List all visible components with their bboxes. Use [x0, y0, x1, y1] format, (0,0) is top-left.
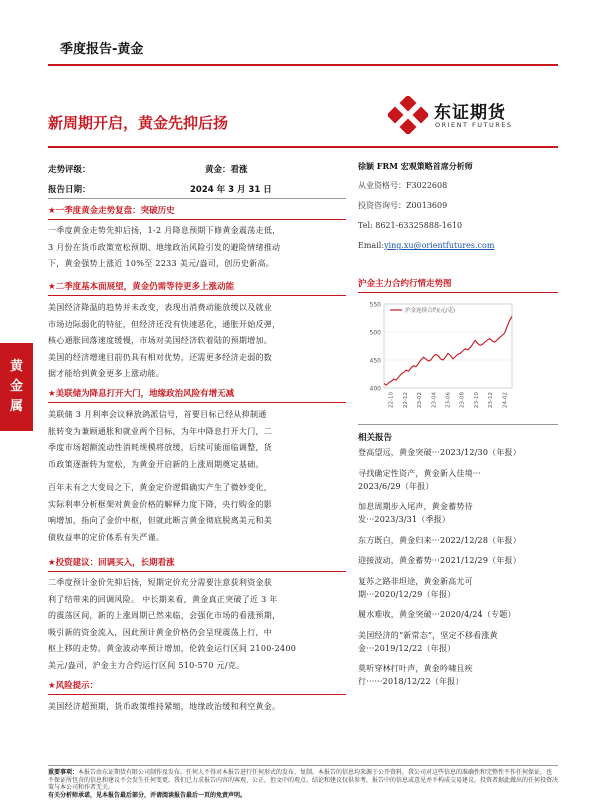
related-report-line: 迎接波动，黄金蓄势···2021/12/29（年报）: [358, 556, 521, 565]
y-tick-label: 500: [369, 329, 381, 337]
title-divider: [48, 146, 558, 148]
related-reports-heading: 相关报告: [358, 433, 393, 443]
related-report-item[interactable]: [358, 554, 558, 567]
logo-name-en: ORIENT FUTURES: [435, 121, 513, 129]
analyst-info: [358, 156, 558, 256]
section-body-fed: 美联储 3 月利率会议释放鸽派信号，首要目标已经从抑制通 胀转变为兼顾通胀和就业两个目标，为年中降息打开大门，二 季度市场超额流动性消耗规模将放缓，后续可能面临调整，货 币政策逐渐转为宽松，为黄金开启新的上涨周期奠定基础。 百年未有之大变局之下，黄金定价逻辑确实产生了微妙变化， 实际利率分析框架对黄金价格的解释力度下降，央行购金的影 响增加，指向了金价中枢，但就此断言黄金彻底脱离美元和美 债收益率的定价体系有失严谨。: [48, 410, 273, 542]
analyst-email: Email:ying.xu@orientfutures.com: [358, 241, 495, 250]
plot-frame: [384, 304, 512, 388]
x-tick-label: 22-10: [388, 392, 395, 408]
y-tick-label: 450: [369, 357, 381, 365]
analyst-tel: Tel: 8621-63325888-1610: [358, 221, 463, 230]
related-report-line: 加息周期步入尾声，黄金蓄势待: [358, 502, 473, 511]
related-report-line: 东方既白，黄金归来···2022/12/28（年报）: [358, 535, 521, 545]
email-link[interactable]: ying.xu@orientfutures.com: [384, 241, 495, 250]
date-label: 报告日期：: [48, 185, 91, 195]
related-report-line: 复苏之路非坦途，黄金新高尤可: [358, 576, 473, 586]
related-report-line: 发···2023/3/31（季报）: [358, 515, 451, 524]
logo-name-cn: 东证期货: [434, 103, 506, 123]
analyst-license: 从业资格号：F3022608: [358, 181, 448, 190]
category-side-tab: 黄 金 属: [0, 343, 33, 431]
section-divider: [48, 219, 346, 220]
x-tick-label: 23-04: [431, 392, 438, 408]
rating-label: 走势评级：: [48, 165, 91, 175]
related-report-item[interactable]: [358, 534, 558, 547]
x-tick-label: 22-12: [402, 392, 409, 408]
related-report-line: 金···2019/12/22（年报）: [358, 643, 456, 653]
company-logo: [388, 96, 538, 136]
related-report-line: 2023/6/29（年报）: [358, 481, 434, 491]
related-report-line: 莫听穿林打叶声，黄金吟啸且疾: [358, 664, 473, 673]
series-line-gold: [384, 316, 512, 385]
related-report-line: 履水难收，黄金突破···2020/4/24（专题）: [358, 610, 516, 619]
related-report-item[interactable]: [358, 575, 558, 601]
orient-futures-logo-icon: [388, 96, 428, 134]
gold-price-chart: [358, 296, 558, 416]
analyst-title: 徐颖 FRM 宏观策略首席分析师: [358, 161, 473, 171]
section-heading-fed: ★美联储为降息打开大门，地缘政治风险有增无减: [48, 389, 235, 399]
related-report-item[interactable]: [358, 467, 558, 493]
legend-label: 沪金连续合约(元/克): [405, 308, 456, 314]
section-heading-review: ★一季度黄金走势复盘：突破历史: [48, 206, 175, 216]
section-body-outlook: 美国经济降温的趋势并未改变，表现出消费动能放缓以及就业 市场边际弱化的特征，但经济还没有快速恶化，通胀开始反弹， 核心通胀回落速度缓慢，市场对美国经济软着陆的预期增加。 美国的经济增速目前仍具有相对优势，还需更多经济走弱的数 据才能给到黄金更多上涨动能。: [48, 303, 281, 378]
related-report-item[interactable]: [358, 629, 558, 655]
related-report-line: 期···2020/12/29（年报）: [358, 589, 456, 599]
x-tick-label: 23-08: [459, 392, 466, 408]
section-heading-advice: ★投资建议：回调买入，长期看涨: [48, 558, 175, 568]
x-tick-label: 23-12: [488, 392, 495, 408]
chart-title: 沪金主力合约行情走势图: [358, 279, 452, 289]
section-body-advice: 二季度预计金价先抑后扬，短期定价充分需要注意获利资金获 利了结带来的回调风险。 中长期来看，黄金真正突破了近 3 年 的震荡区间，新的上涨周期已然来临，会强化市场的看涨预期， 吸引新的资金流入，因此预计黄金价格仍会呈现震荡上行，中 枢上移的走势。黄金波动率预计增加，伦敦金运行区间 2100-2400 美元/盎司，沪金主力合约运行区间 510-570 元/克。: [48, 578, 297, 670]
analyst-consult-no: 投资咨询号：Z0013609: [358, 201, 448, 210]
related-report-item[interactable]: [358, 662, 558, 688]
rating-value: 黄金：看涨: [205, 165, 248, 175]
footer-divider: [48, 765, 558, 766]
section-body-review: 一季度黄金走势先抑后扬，1-2 月降息预期下修黄金震荡走低， 3 月份在货币政策宽松预期、地缘政治风险引发的避险情绪推动 下，黄金强势上涨近 10%至 2233 美元/盎司，创历史新高。: [48, 226, 281, 268]
section-divider: [48, 571, 346, 572]
section-heading-risk: ★风险提示：: [48, 681, 99, 691]
header-divider: [48, 64, 558, 66]
section-heading-outlook: ★二季度基本面展望，黄金仍需等待更多上涨动能: [48, 282, 235, 292]
related-report-item[interactable]: [358, 446, 558, 459]
related-report-item[interactable]: [358, 608, 558, 621]
y-tick-label: 550: [369, 301, 381, 309]
related-report-line: 美国经济的“新常态”，坚定不移看涨黄: [358, 630, 498, 640]
report-date: 2024 年 3 月 31 日: [190, 185, 272, 195]
x-tick-label: 24-02: [502, 392, 509, 408]
y-tick-label: 400: [369, 385, 381, 393]
x-tick-label: 23-10: [473, 392, 480, 408]
related-report-line: 寻找确定性资产，黄金新入佳境···: [358, 468, 482, 478]
x-tick-label: 23-02: [417, 392, 424, 408]
related-report-line: 登高望远，黄金突破···2023/12/30（年报）: [358, 448, 521, 457]
section-divider: [48, 295, 346, 296]
section-divider: [48, 694, 346, 695]
related-divider-top: [358, 424, 558, 425]
related-reports-list: [358, 446, 558, 696]
page-title: 新周期开启，黄金先抑后扬: [48, 114, 229, 132]
disclaimer: 重要事项：本报告由东证期货有限公司制作及发布。任何人不得对本报告进行任何形式的发布、复制。本报告的信息均来源于公开资料，我公司对这些信息的准确性和完整性不作任何保证，也不保证所包含的信息和建议不会发生任何变更。我们已力求报告内容的客观、公正，但文中的观点、结论和建议仅供参考，报告中的信息或意见并不构成交易建议，投资者据此做出的任何投资决策与本公司和作者无关。 有关分析师承诺，见本报告最后部分，并请阅读报告最后一页的免责声明。: [48, 769, 559, 799]
x-tick-label: 23-06: [445, 392, 452, 408]
info-divider: [48, 198, 346, 199]
report-type: 季度报告-黄金: [60, 42, 144, 57]
chart-divider: [358, 292, 558, 293]
related-report-line: 行······2018/12/22（年报）: [358, 677, 464, 686]
section-body-risk: 美国经济超预期，货币政策维持紧缩，地缘政治缓和利空黄金。: [48, 702, 281, 711]
related-report-item[interactable]: [358, 500, 558, 526]
section-divider: [48, 402, 346, 403]
